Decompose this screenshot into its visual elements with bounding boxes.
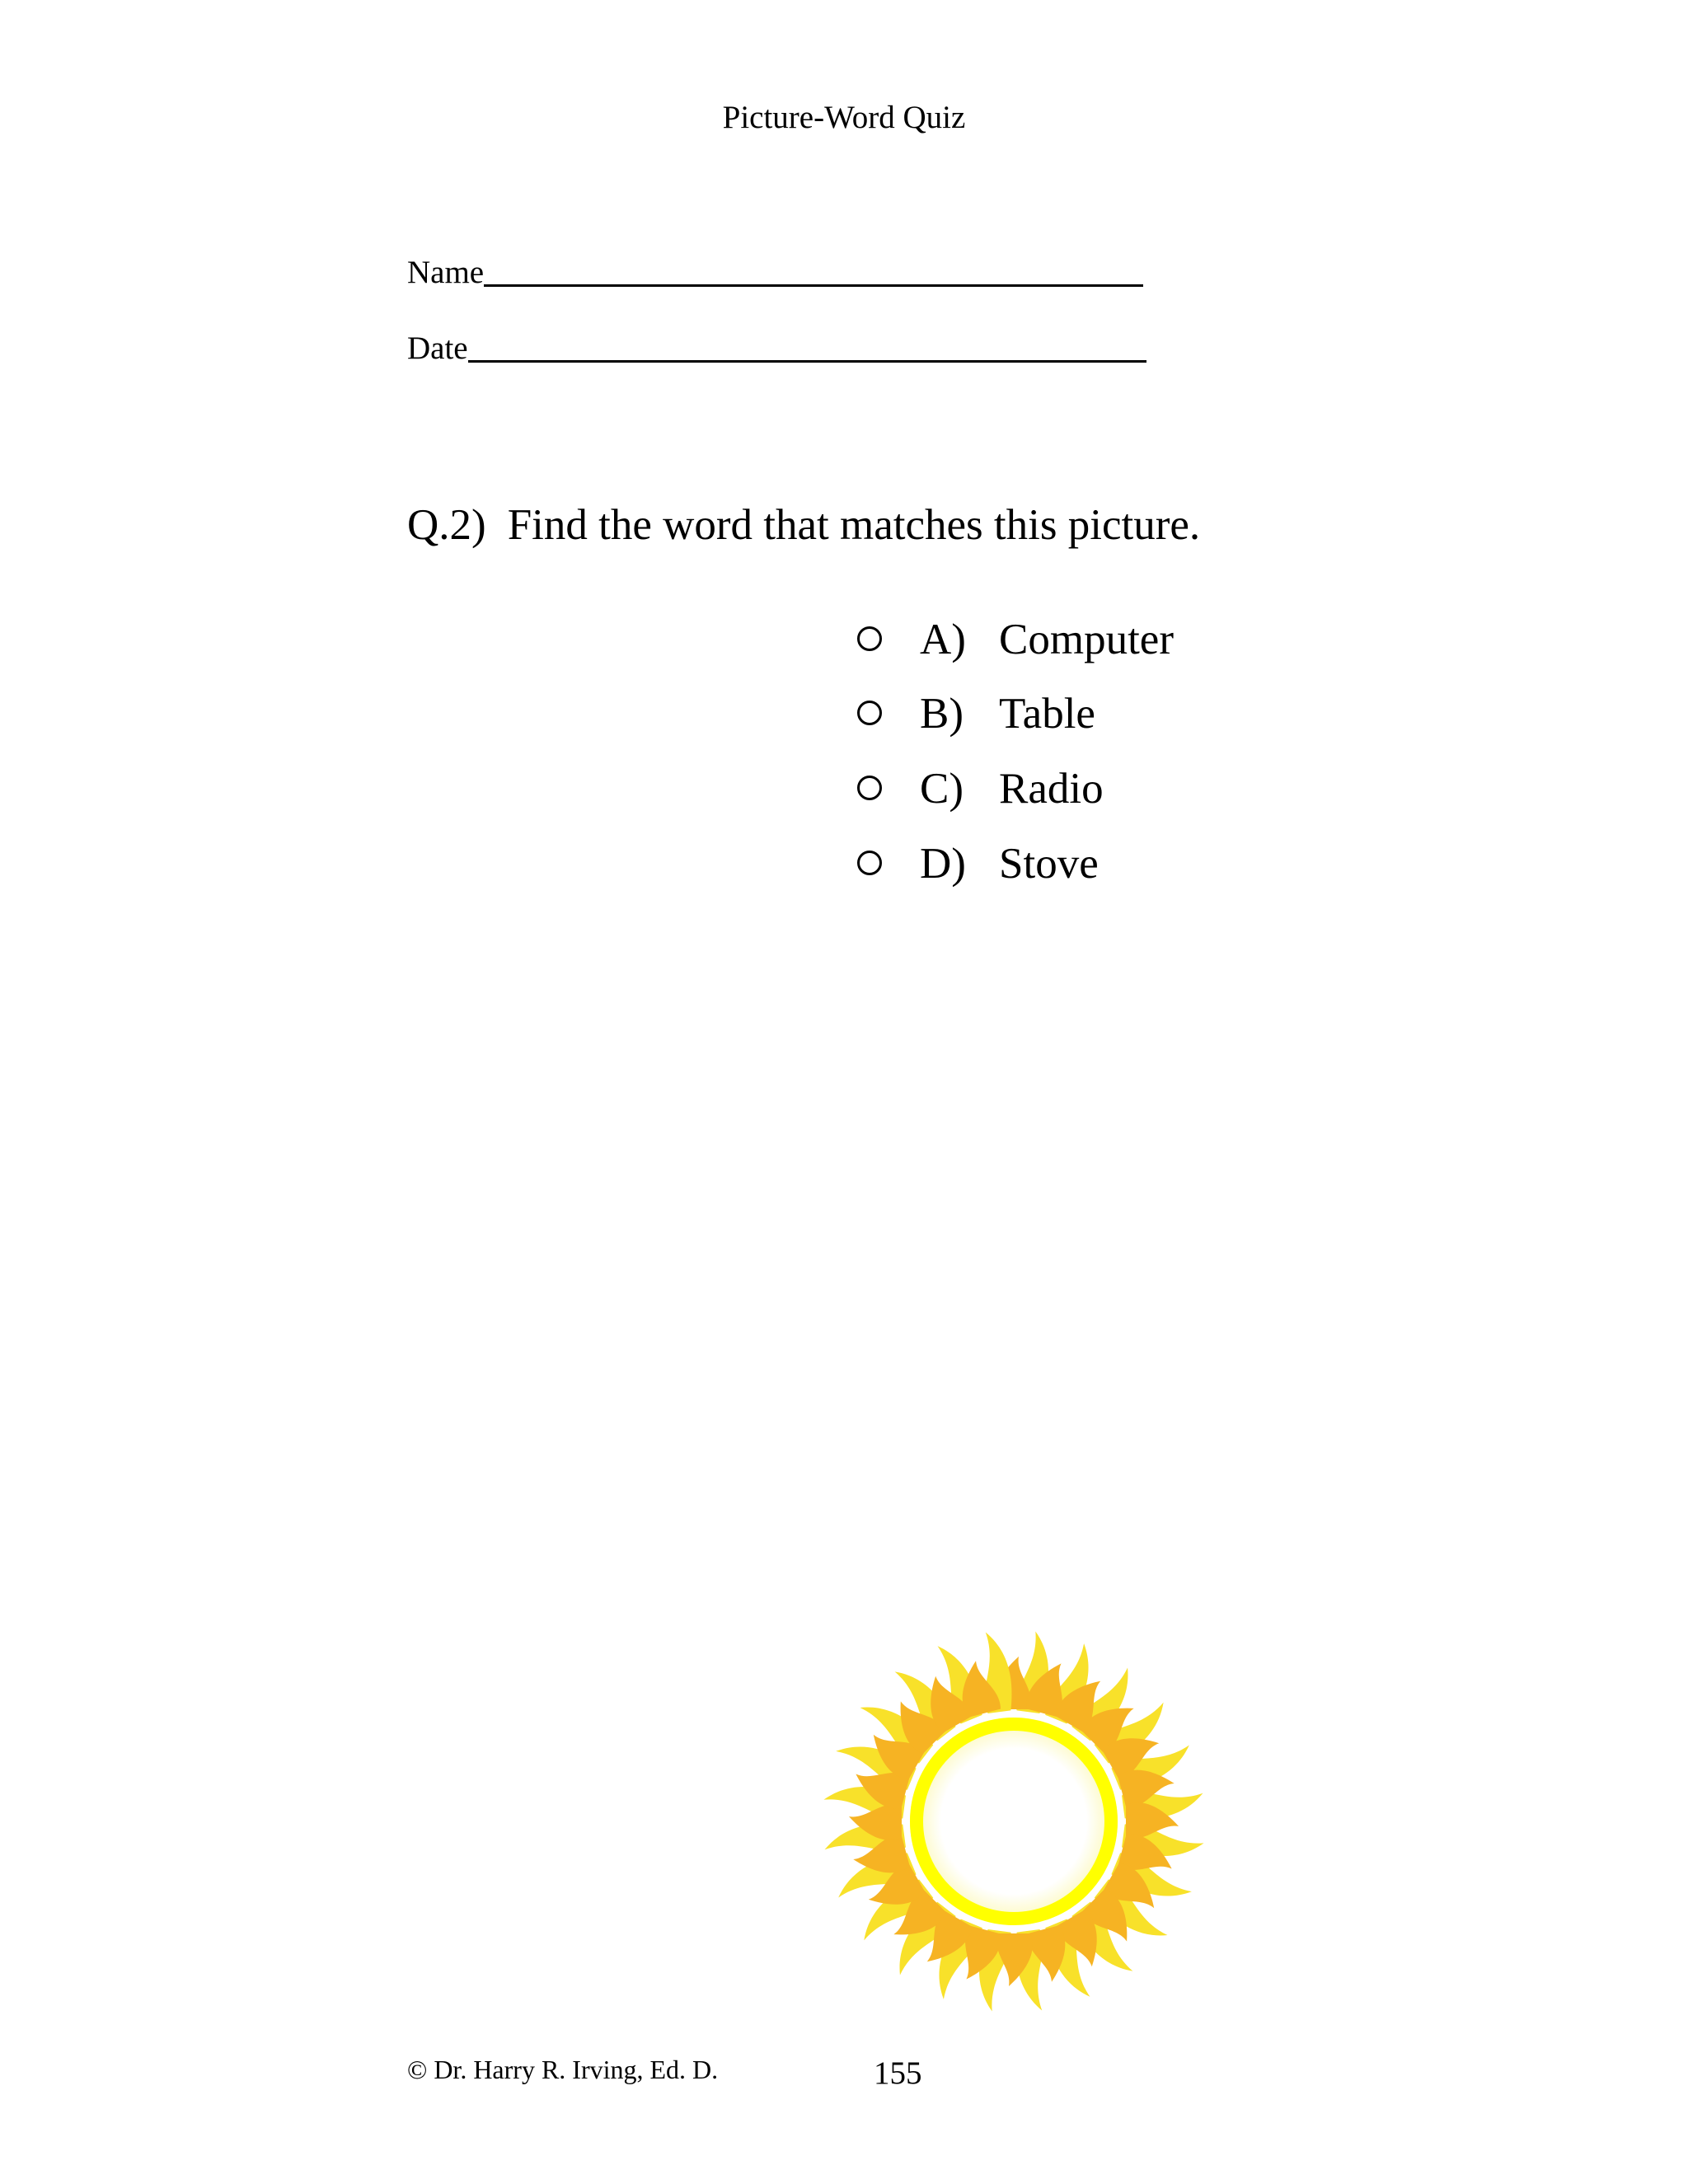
- name-label: Name: [407, 255, 485, 290]
- page-number: 155: [874, 2055, 922, 2091]
- radio-button-c[interactable]: [857, 776, 882, 800]
- option-letter: C): [920, 765, 964, 813]
- question-text: Find the word that matches this picture.: [507, 501, 1201, 549]
- page-title: Picture-Word Quiz: [722, 100, 966, 135]
- sun-icon: [812, 1619, 1216, 2023]
- answer-option-b[interactable]: [857, 685, 1095, 743]
- date-field[interactable]: [407, 328, 1146, 369]
- answer-option-c[interactable]: [857, 760, 1104, 818]
- name-blank-line[interactable]: [484, 251, 1143, 287]
- date-blank-line[interactable]: [468, 327, 1146, 363]
- option-word: Computer: [999, 616, 1174, 663]
- option-letter: D): [920, 840, 966, 888]
- question-prompt: [407, 496, 1200, 554]
- option-letter: A): [920, 616, 966, 663]
- option-word: Radio: [999, 765, 1104, 813]
- radio-button-d[interactable]: [857, 851, 882, 875]
- answer-option-a[interactable]: [857, 611, 1174, 668]
- option-letter: B): [920, 690, 964, 738]
- question-number: Q.2): [407, 501, 486, 549]
- option-word: Stove: [999, 840, 1099, 888]
- radio-button-b[interactable]: [857, 701, 882, 725]
- answer-option-d[interactable]: [857, 835, 1099, 893]
- copyright-notice: © Dr. Harry R. Irving, Ed. D.: [407, 2055, 719, 2084]
- date-label: Date: [407, 330, 468, 366]
- option-word: Table: [999, 690, 1095, 738]
- radio-button-a[interactable]: [857, 626, 882, 651]
- name-field[interactable]: [407, 252, 1143, 293]
